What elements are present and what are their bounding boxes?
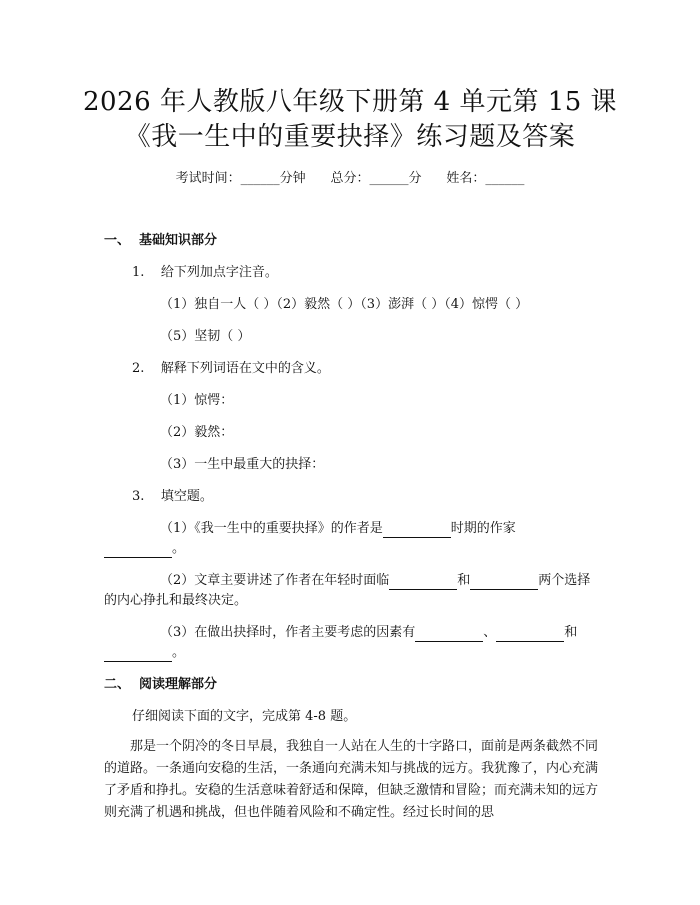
title-line-1: 2026 年人教版八年级下册第 4 单元第 15 课 [82,87,618,117]
fill-blank[interactable] [104,542,172,558]
time-label: 考试时间： [175,171,241,186]
score-blank: ______ [369,171,409,186]
q2-item-3: （3）一生中最重大的抉择： [160,457,325,472]
name-label: 姓名： [446,171,486,186]
q3-item-3-line-1 [160,624,577,642]
q3-item-2-line-1 [160,572,590,590]
time-unit: 分钟 [279,171,306,186]
q3-item-1-line-1 [160,520,516,538]
q3-item-3-end: 。 [172,645,186,660]
q3-item-2-text-b: 和 [457,573,471,588]
q3-item-1-text-a: （1）《我一生中的重要抉择》的作者是 [160,521,383,536]
q3-item-2-line-2: 的内心挣扎和最终决定。 [104,593,248,608]
q3-item-3-text-b: 、 [483,625,497,640]
fill-blank[interactable] [470,574,538,590]
q2-item-1: （1）惊愕： [160,393,234,408]
q1-items-line-2: （5）坚韧（ ） [160,329,251,344]
reading-passage: 那是一个阴冷的冬日早晨，我独自一人站在人生的十字路口，面前是两条截然不同的道路。一条通向安稳的生活，一条通向充满未知与挑战的远方。我犹豫了，内心充满了矛盾和挣扎。安稳的生活意味着舒适和保障，但缺乏激情和冒险；而充满未知的远方则充满了机遇和挑战，但也伴随着风险和不确定性。经过长时间的思 [104,739,599,820]
q2-label: 2. 解释下列词语在文中的含义。 [132,361,330,376]
q1-items-line-1: （1）独自一人（ ）（2）毅然（ ）（3）澎湃（ ）（4）惊愕（ ） [160,297,529,312]
q3-item-2-text-c: 两个选择 [538,573,591,588]
q3-item-1-end: 。 [172,541,186,556]
name-blank: ______ [485,171,525,186]
fill-blank[interactable] [389,574,457,590]
reading-intro: 仔细阅读下面的文字，完成第 4-8 题。 [132,709,357,724]
q3-item-1-line-2 [104,540,185,558]
q3-item-3-text-c: 和 [564,625,578,640]
q3-item-3-text-a: （3）在做出抉择时，作者主要考虑的因素有 [160,625,416,640]
score-unit: 分 [408,171,422,186]
q3-item-2-text-a: （2）文章主要讲述了作者在年轻时面临 [160,573,390,588]
q1-label: 1. 给下列加点字注音。 [132,265,278,280]
fill-blank[interactable] [496,626,564,642]
fill-blank[interactable] [415,626,483,642]
title-line-2: 《我一生中的重要抉择》练习题及答案 [124,122,576,152]
time-blank: ______ [240,171,280,186]
section-2-heading: 二、 阅读理解部分 [104,677,218,692]
q3-item-1-text-b: 时期的作家 [450,521,516,536]
q2-item-2: （2）毅然： [160,425,234,440]
score-label: 总分： [330,171,370,186]
fill-blank[interactable] [104,646,172,662]
q3-item-3-line-2 [104,644,185,662]
exam-meta [0,170,700,188]
section-1-heading: 一、 基础知识部分 [104,233,218,248]
fill-blank[interactable] [383,522,451,538]
q3-label: 3. 填空题。 [132,489,213,504]
